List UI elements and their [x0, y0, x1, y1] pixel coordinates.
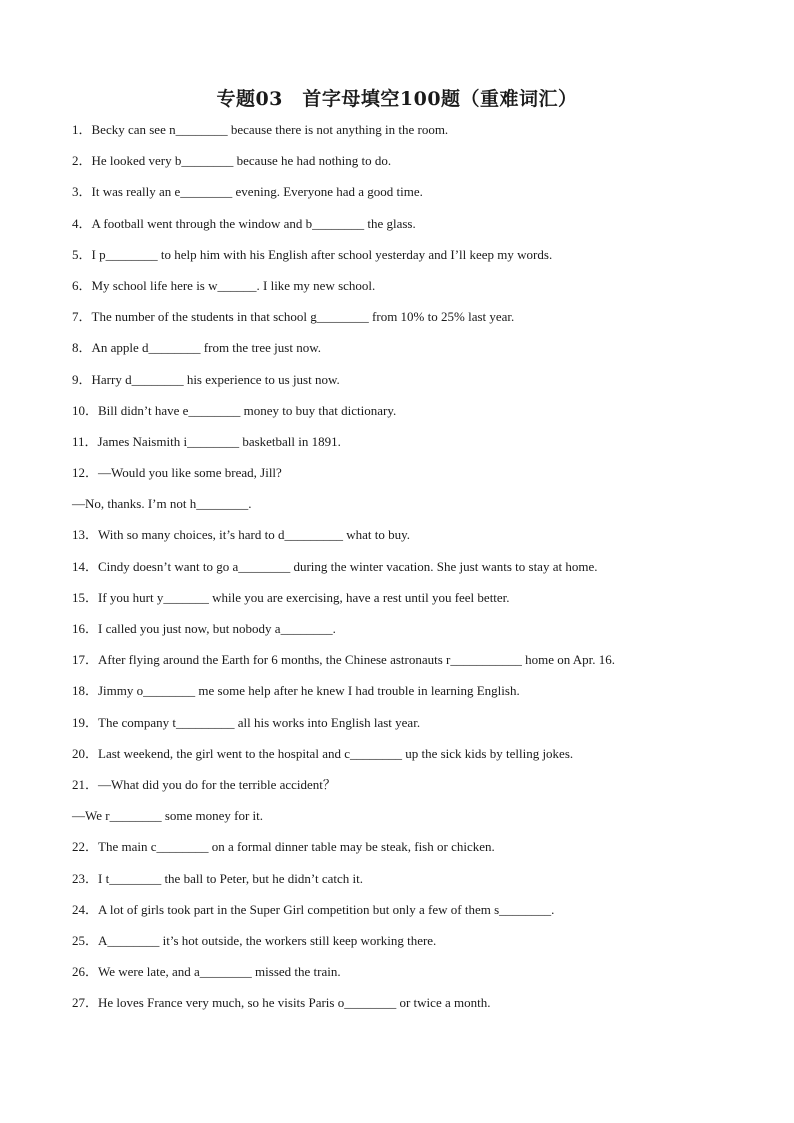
question-17: 17．After flying around the Earth for 6 months, the Chinese astronauts r___________ home on Apr. 16. [72, 652, 616, 668]
question-11: 11．James Naismith i________ basketball in 1891. [72, 433, 341, 449]
question-18: 18．Jimmy o________ me some help after he knew I had trouble in learning English. [72, 683, 520, 699]
question-26: 26．We were late, and a________ missed the train. [72, 964, 341, 980]
question-21: 21．—What did you do for the terrible accident？ [72, 776, 336, 792]
question-3: 3．It was really an e________ evening. Everyone had a good time. [72, 184, 423, 200]
question-23: 23．I t________ the ball to Peter, but he didn’t catch it. [72, 870, 363, 886]
question-15: 15．If you hurt y_______ while you are exercising, have a rest until you feel better. [72, 589, 510, 605]
question-16: 16．I called you just now, but nobody a________. [72, 621, 336, 636]
question-12: 12．—Would you like some bread, Jill? [72, 465, 282, 481]
question-22: 22．The main c________ on a formal dinner table may be steak, fish or chicken. [72, 839, 495, 855]
question-20: 20．Last weekend, the girl went to the hospital and c________ up the sick kids by telling jokes. [72, 745, 574, 761]
question-8: 8．An apple d________ from the tree just now. [72, 340, 321, 356]
question-list [72, 122, 752, 1026]
question-19: 19．The company t_________ all his works into English last year. [72, 714, 421, 730]
question-24: 24．A lot of girls took part in the Super Girl competition but only a few of them s________. [72, 901, 555, 917]
question-7: 7．The number of the students in that school g________ from 10% to 25% last year. [72, 309, 515, 325]
question-1: 1．Becky can see n________ because there is not anything in the room. [72, 122, 449, 137]
question-9: 9．Harry d________ his experience to us just now. [72, 371, 340, 387]
question-5: 5．I p________ to help him with his English after school yesterday and I’ll keep my words. [72, 246, 553, 262]
question-14: 14．Cindy doesn’t want to go a________ during the winter vacation. She just wants to stay at home. [72, 558, 598, 574]
question-27: 27．He loves France very much, so he visits Paris o________ or twice a month. [72, 995, 491, 1011]
question-2: 2．He looked very b________ because he had nothing to do. [72, 153, 392, 169]
question-10: 10．Bill didn’t have e________ money to buy that dictionary. [72, 402, 397, 418]
page-title: 专题03 首字母填空100题（重难词汇） [216, 88, 578, 110]
question-4: 4．A football went through the window and b________ the glass. [72, 215, 416, 231]
question-25: 25．A________ it’s hot outside, the workers still keep working there. [72, 932, 437, 948]
question-12-reply: —No, thanks. I’m not h________. [72, 496, 252, 512]
question-13: 13．With so many choices, it’s hard to d_________ what to buy. [72, 527, 411, 543]
question-21-reply: —We r________ some money for it. [72, 808, 264, 824]
question-6: 6．My school life here is w______. I like my new school. [72, 277, 376, 293]
